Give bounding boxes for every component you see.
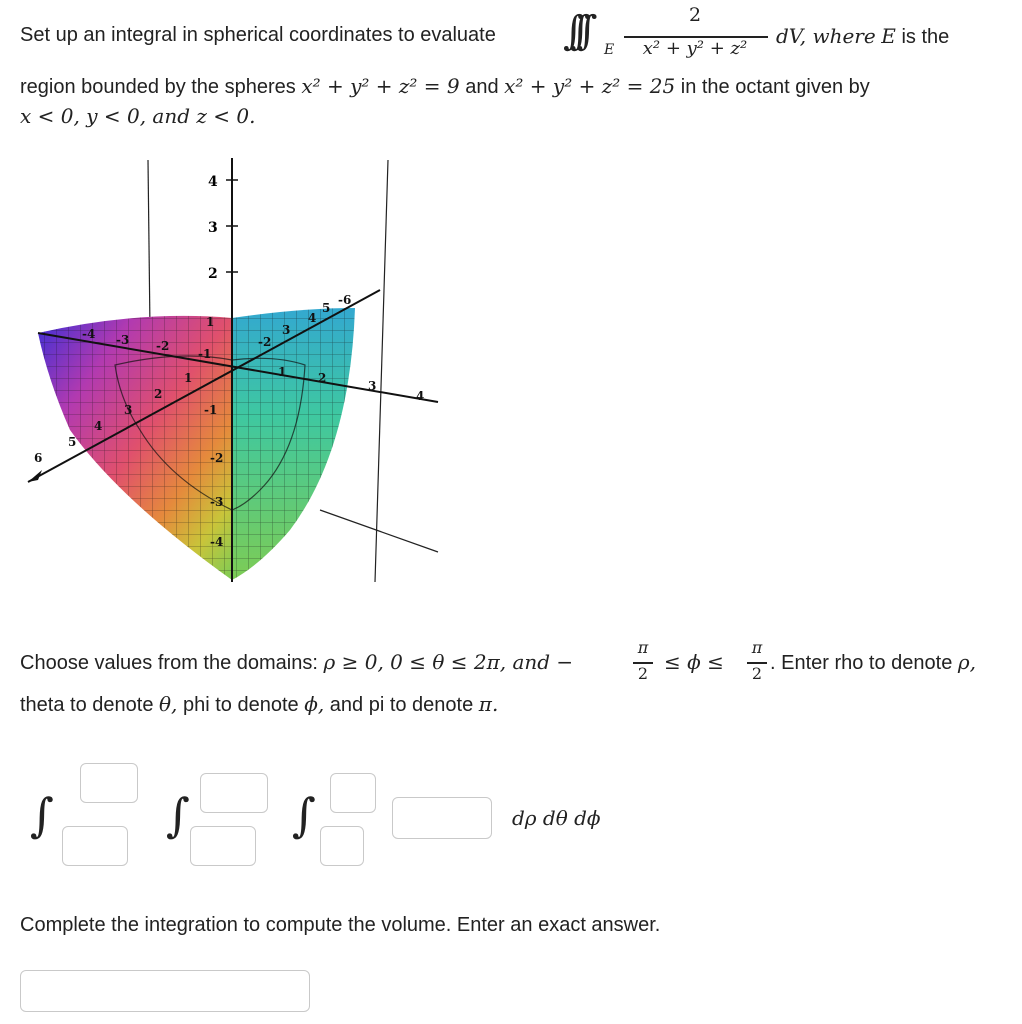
outer-lower-limit-input[interactable] bbox=[62, 826, 128, 866]
tick-label: 6 bbox=[34, 451, 43, 465]
triple-integral-sign: ∫∫∫ bbox=[563, 8, 584, 54]
line2-c: in the octant given by bbox=[680, 76, 870, 98]
integral-sign-outer: ∫ bbox=[30, 788, 54, 842]
instructions-line1 bbox=[20, 650, 573, 675]
instr-line2-a: theta to denote bbox=[20, 694, 154, 716]
integrand-input[interactable] bbox=[392, 797, 492, 839]
tick-label: 4 bbox=[94, 419, 103, 433]
middle-lower-limit-input[interactable] bbox=[190, 826, 256, 866]
is-the-text: is the bbox=[901, 26, 950, 48]
outer-upper-limit-input[interactable] bbox=[80, 763, 138, 803]
tick-label: -3 bbox=[210, 495, 224, 509]
tick-label: -4 bbox=[82, 327, 96, 341]
outer-sphere-mesh bbox=[38, 308, 355, 580]
frame-line-right bbox=[375, 160, 388, 582]
dv-text: dV, where bbox=[776, 24, 876, 48]
instructions-line1-end bbox=[770, 650, 976, 675]
tick-label: 2 bbox=[154, 387, 163, 401]
tick-label: -1 bbox=[198, 347, 212, 361]
problem-line1 bbox=[20, 24, 496, 47]
middle-upper-limit-input[interactable] bbox=[200, 773, 268, 813]
inner-lower-limit-input[interactable] bbox=[320, 826, 364, 866]
tick-label: 3 bbox=[124, 403, 133, 417]
volume-answer-input[interactable] bbox=[20, 970, 310, 1012]
sphere-outer-eq: x² + y² + z² = 25 bbox=[504, 74, 676, 98]
problem-text-a: Set up an integral in spherical coordinates to evaluate bbox=[20, 24, 496, 46]
problem-line2 bbox=[20, 74, 870, 99]
tick-label: -1 bbox=[204, 403, 218, 417]
frame-line-bottom bbox=[320, 510, 438, 552]
instr-line2-b: phi to denote bbox=[182, 694, 299, 716]
tick-label: -3 bbox=[116, 333, 130, 347]
instr-line2-c: and pi to denote bbox=[329, 694, 474, 716]
tick-label: 1 bbox=[206, 315, 215, 329]
tick-label: 1 bbox=[278, 365, 287, 379]
phi-inequality: ≤ ϕ ≤ bbox=[664, 650, 724, 674]
region-subscript: E bbox=[604, 42, 615, 58]
tick-label: -2 bbox=[156, 339, 170, 353]
tick-label: 4 bbox=[308, 311, 317, 325]
tick-label: 3 bbox=[282, 323, 291, 337]
tick-label: 3 bbox=[368, 379, 377, 393]
problem-line3: x < 0, y < 0, and z < 0. bbox=[20, 104, 256, 128]
region-e: E bbox=[881, 24, 896, 48]
tick-label: -4 bbox=[210, 535, 224, 549]
integrand-denominator: x² + y² + z² bbox=[642, 38, 748, 59]
instr-text-a: Choose values from the domains: bbox=[20, 652, 318, 674]
tick-label: -2 bbox=[258, 335, 272, 349]
tick-label: 2 bbox=[318, 371, 327, 385]
domain-text: ρ ≥ 0, 0 ≤ θ ≤ 2π, and − bbox=[323, 650, 574, 674]
spherical-region-figure bbox=[20, 150, 460, 590]
z-tick-4: 4 bbox=[208, 174, 218, 190]
differentials-text: dρ dθ dϕ bbox=[512, 806, 601, 830]
z-tick-2: 2 bbox=[208, 266, 218, 282]
integrand-numerator: 2 bbox=[688, 4, 702, 26]
tick-label: 5 bbox=[68, 435, 77, 449]
rho-symbol: ρ, bbox=[957, 650, 977, 674]
pi-symbol: π. bbox=[478, 692, 499, 716]
phi-upper-pi: π bbox=[751, 638, 763, 657]
integral-sign-middle: ∫ bbox=[166, 788, 190, 842]
line2-a: region bounded by the spheres bbox=[20, 76, 296, 98]
volume-prompt: Complete the integration to compute the volume. Enter an exact answer. bbox=[20, 914, 661, 936]
tick-label: -6 bbox=[338, 293, 352, 307]
sphere-inner-eq: x² + y² + z² = 9 bbox=[301, 74, 460, 98]
inner-upper-limit-input[interactable] bbox=[330, 773, 376, 813]
phi-upper-two: 2 bbox=[751, 664, 763, 683]
phi-lower-two: 2 bbox=[637, 664, 649, 683]
problem-line1-end bbox=[776, 24, 949, 49]
tick-label: 4 bbox=[416, 389, 425, 403]
tick-label: 5 bbox=[322, 301, 331, 315]
instr-text-b: . Enter rho to denote bbox=[770, 652, 953, 674]
theta-symbol: θ, bbox=[159, 692, 178, 716]
integral-sign-inner: ∫ bbox=[292, 788, 316, 842]
phi-symbol: ϕ, bbox=[304, 692, 325, 716]
z-tick-3: 3 bbox=[208, 220, 218, 236]
tick-label: -2 bbox=[210, 451, 224, 465]
phi-lower-pi: π bbox=[637, 638, 649, 657]
instructions-line2 bbox=[20, 692, 498, 717]
tick-label: 1 bbox=[184, 371, 193, 385]
frame-line-left bbox=[148, 160, 150, 330]
line2-and: and bbox=[465, 76, 499, 98]
